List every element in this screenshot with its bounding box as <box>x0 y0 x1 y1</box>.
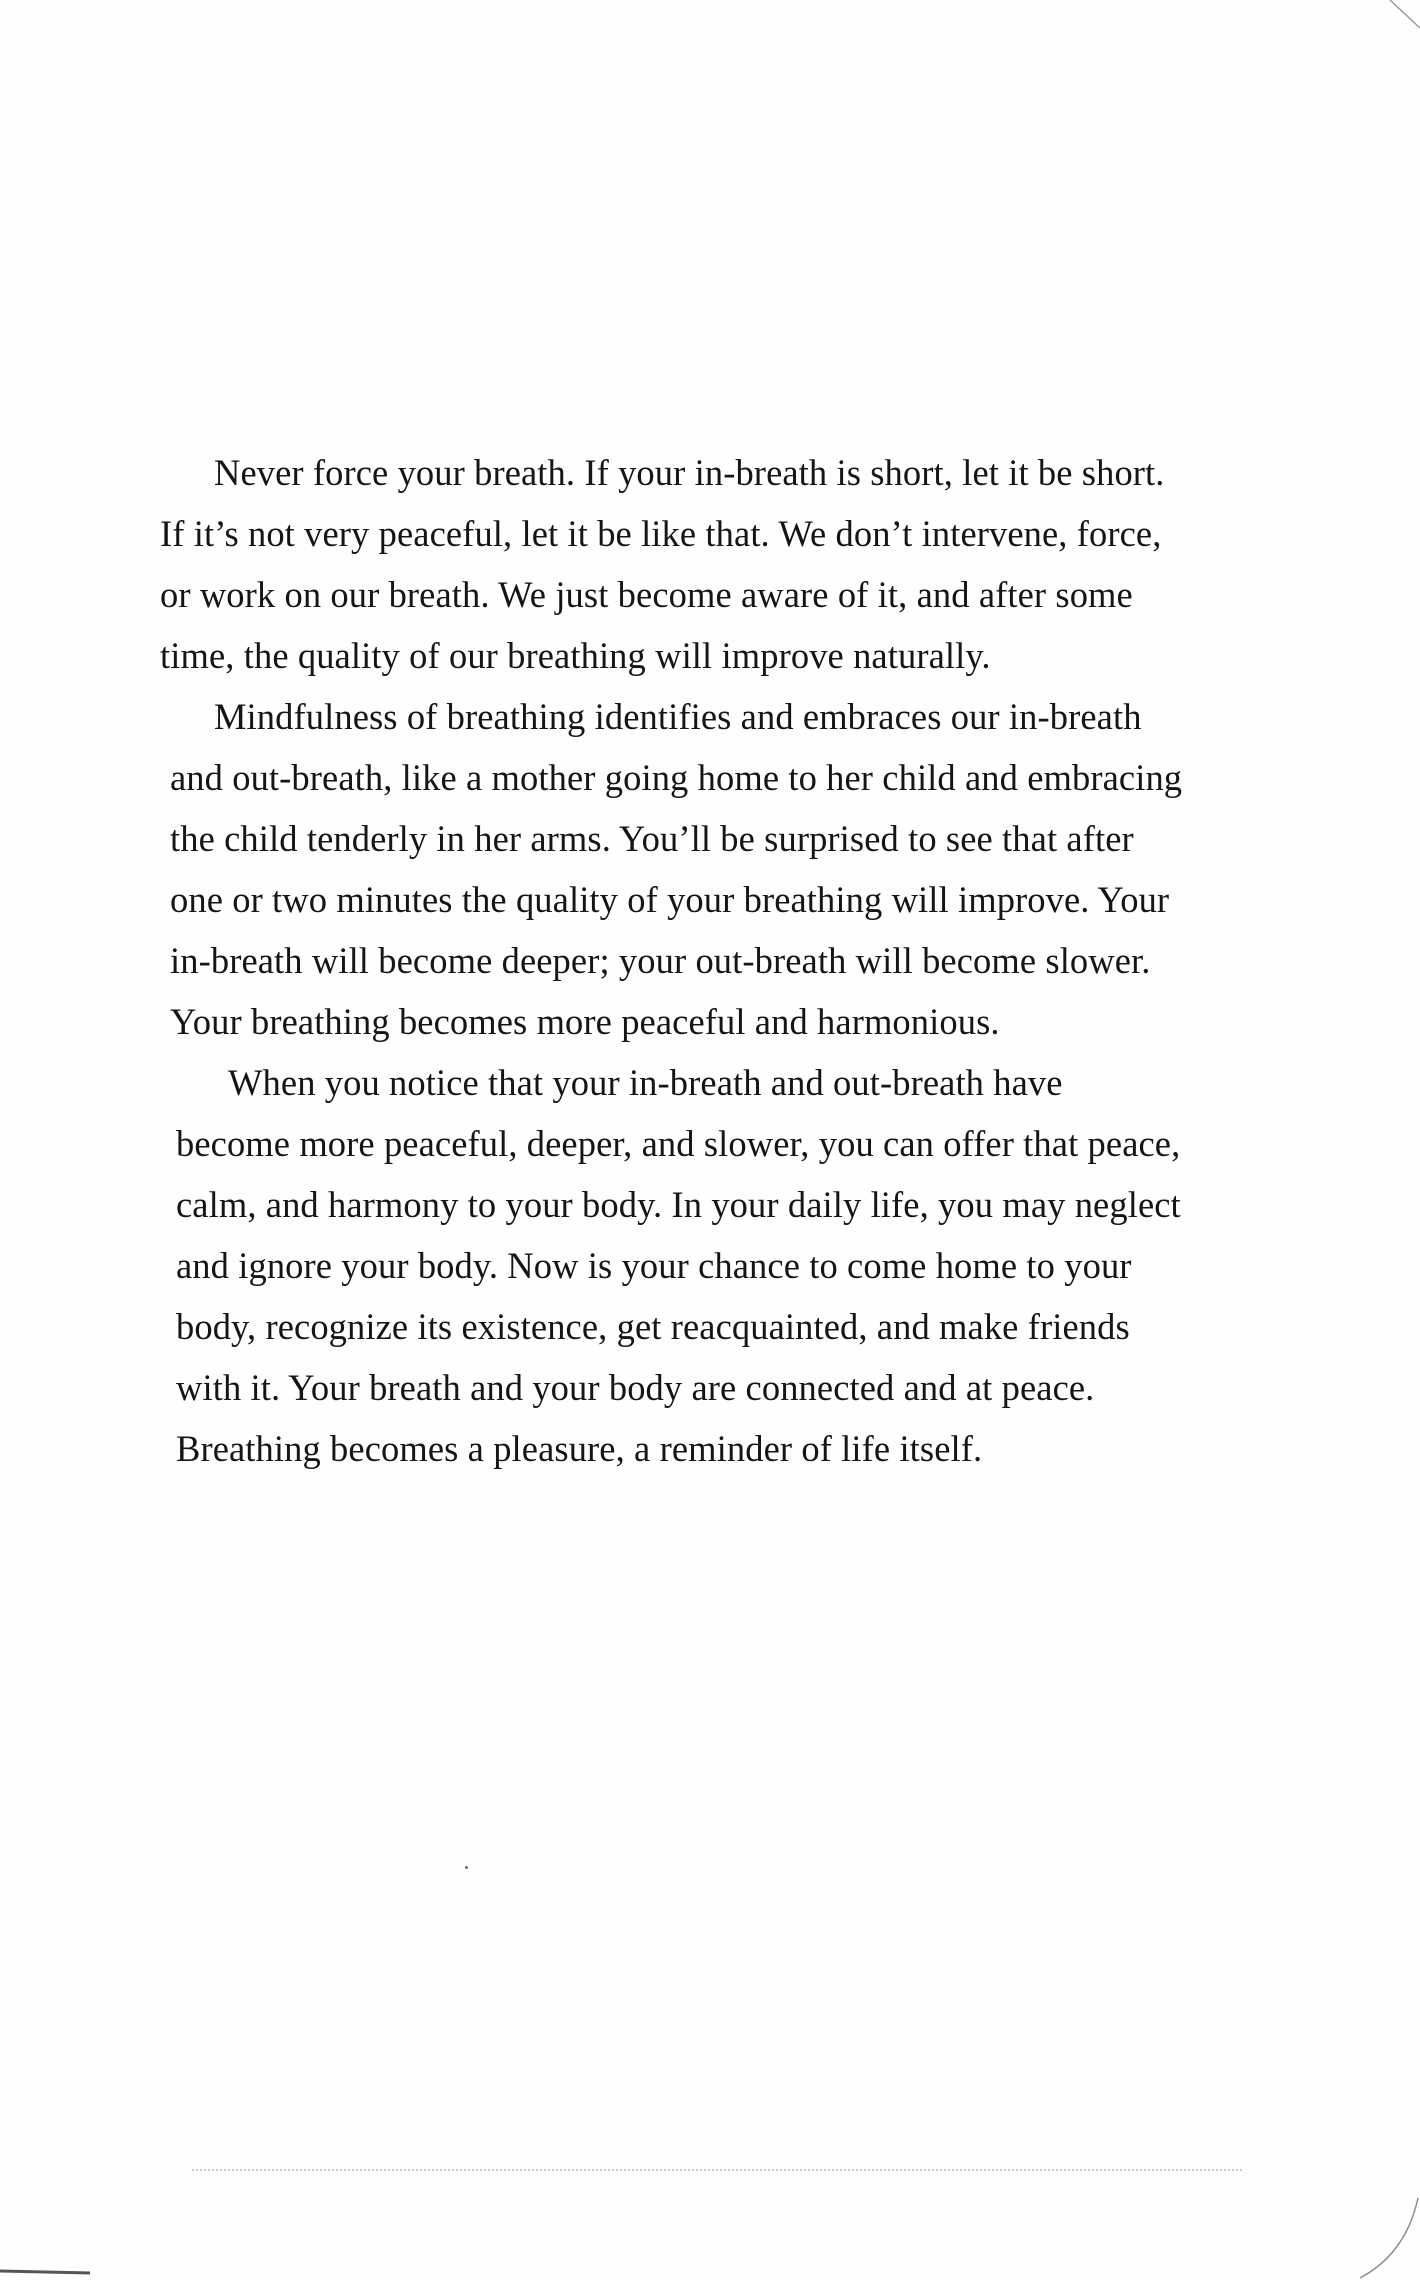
paragraph-3-line-3: calm, and harmony to your body. In your daily life, you may neglect <box>176 1184 1181 1225</box>
paragraph-2-line-4: one or two minutes the quality of your breathing will improve. Your <box>170 879 1170 920</box>
paragraph-2-line-6: Your breathing becomes more peaceful and harmonious. <box>170 1001 1000 1042</box>
paragraph-3-line-2: become more peaceful, deeper, and slower, you can offer that peace, <box>176 1123 1181 1164</box>
paragraph-3-line-1: When you notice that your in-breath and out-breath have <box>228 1062 1063 1103</box>
paragraph-1-line-1: Never force your breath. If your in-breath is short, let it be short. <box>214 452 1165 493</box>
paragraph-1-line-4: time, the quality of our breathing will improve naturally. <box>160 635 991 676</box>
top-corner-edge <box>1380 0 1420 40</box>
paragraph-3-line-5: body, recognize its existence, get reacquainted, and make friends <box>176 1306 1130 1347</box>
paragraph-3-line-6: with it. Your breath and your body are connected and at peace. <box>176 1367 1095 1408</box>
paragraph-2-line-2: and out-breath, like a mother going home to her child and embracing <box>170 757 1183 798</box>
ink-speck <box>465 1866 468 1869</box>
paragraph-2-line-3: the child tenderly in her arms. You’ll be surprised to see that after <box>170 818 1134 859</box>
paragraph-3-line-7: Breathing becomes a pleasure, a reminder of life itself. <box>176 1428 983 1469</box>
paragraph-3-line-4: and ignore your body. Now is your chance to come home to your <box>176 1245 1132 1286</box>
bottom-scan-artifact <box>192 2169 1242 2171</box>
paragraph-1-line-2: If it’s not very peaceful, let it be like that. We don’t intervene, force, <box>160 513 1162 554</box>
body-text <box>160 442 1240 1479</box>
page-edge-shadow <box>0 2267 90 2275</box>
paragraph-2-line-5: in-breath will become deeper; your out-breath will become slower. <box>170 940 1151 981</box>
paragraph-2-line-1: Mindfulness of breathing identifies and embraces our in-breath <box>214 696 1142 737</box>
page-corner-curl <box>1330 2190 1420 2280</box>
paragraph-1-line-3: or work on our breath. We just become aware of it, and after some <box>160 574 1133 615</box>
